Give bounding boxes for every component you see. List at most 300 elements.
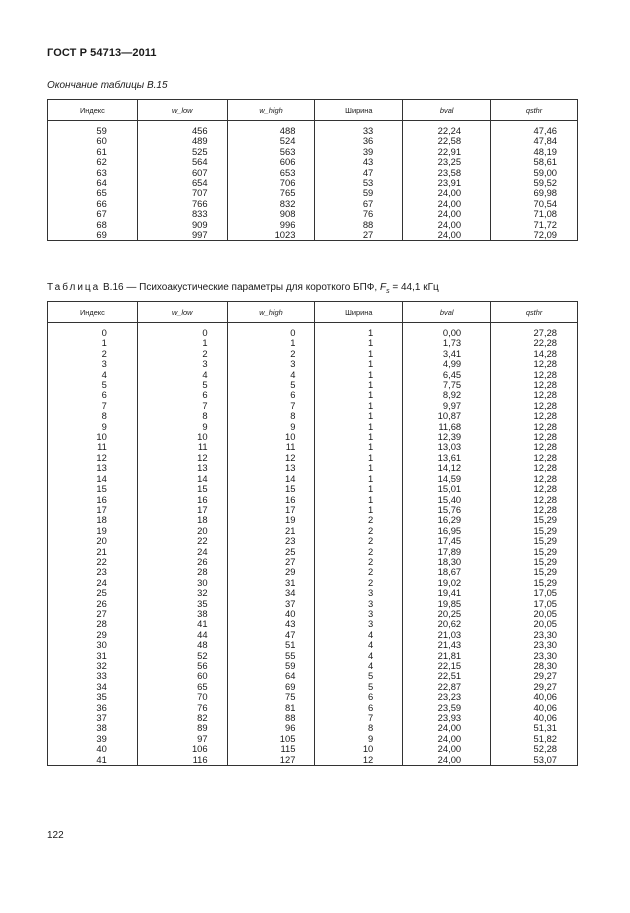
table-row <box>48 536 578 546</box>
table-cell: 14,59 <box>403 474 491 484</box>
table-cell: 4 <box>227 370 315 380</box>
table-cell: 32 <box>48 661 138 671</box>
table-cell: 17 <box>227 505 315 515</box>
column-header-index: Индекс <box>48 100 138 121</box>
table-cell: 16,95 <box>403 526 491 536</box>
table-cell: 12,28 <box>491 495 578 505</box>
table-cell: 40 <box>48 744 138 754</box>
column-header-w-high: w_high <box>227 302 315 323</box>
table-cell: 24,00 <box>403 209 491 219</box>
table-cell: 33 <box>315 126 403 136</box>
table-cell: 51 <box>227 640 315 650</box>
table-cell: 33 <box>48 671 138 681</box>
table-cell: 32 <box>137 588 227 598</box>
table-cell: 524 <box>227 136 315 146</box>
table-cell: 29 <box>227 567 315 577</box>
table-cell: 13,03 <box>403 442 491 452</box>
table-cell: 2 <box>315 526 403 536</box>
table-cell: 70 <box>137 692 227 702</box>
table-cell: 24,00 <box>403 734 491 744</box>
table-cell: 106 <box>137 744 227 754</box>
table-cell: 24,00 <box>403 220 491 230</box>
table-row <box>48 640 578 650</box>
table-row <box>48 178 578 188</box>
table-cell: 12,28 <box>491 411 578 421</box>
table-cell: 12,28 <box>491 505 578 515</box>
caption-subscript: s <box>386 288 390 295</box>
table-cell: 39 <box>315 147 403 157</box>
table-cell: 766 <box>137 199 227 209</box>
table-cell: 81 <box>227 703 315 713</box>
table-cell: 17,89 <box>403 547 491 557</box>
table-cell: 22,51 <box>403 671 491 681</box>
table-row <box>48 442 578 452</box>
table-b15 <box>47 99 578 241</box>
table-cell: 15,29 <box>491 578 578 588</box>
table-cell: 707 <box>137 188 227 198</box>
table-row <box>48 168 578 178</box>
table-cell: 36 <box>48 703 138 713</box>
table-row <box>48 630 578 640</box>
table-cell: 0 <box>137 328 227 338</box>
table-cell: 12,28 <box>491 390 578 400</box>
table-row <box>48 599 578 609</box>
table-cell: 18,67 <box>403 567 491 577</box>
table-cell: 1 <box>48 338 138 348</box>
table-cell: 23,93 <box>403 713 491 723</box>
table-cell: 10 <box>48 432 138 442</box>
table-row <box>48 744 578 754</box>
table-cell: 12,28 <box>491 359 578 369</box>
table-cell: 68 <box>48 220 138 230</box>
table-cell: 10 <box>315 744 403 754</box>
table-cell: 16 <box>48 495 138 505</box>
table-cell: 23 <box>227 536 315 546</box>
table-cell: 1 <box>315 328 403 338</box>
table-row <box>48 526 578 536</box>
table-cell: 8 <box>315 723 403 733</box>
table-header-row <box>48 100 578 121</box>
table-cell: 41 <box>137 619 227 629</box>
table-cell: 35 <box>48 692 138 702</box>
table-cell: 997 <box>137 230 227 241</box>
table-row <box>48 609 578 619</box>
table-row <box>48 432 578 442</box>
table-cell: 2 <box>315 567 403 577</box>
table-cell: 15,29 <box>491 547 578 557</box>
table-cell: 23,58 <box>403 168 491 178</box>
table-cell: 19,02 <box>403 578 491 588</box>
table-cell: 20,62 <box>403 619 491 629</box>
table-cell: 71,72 <box>491 220 578 230</box>
table-cell: 22,28 <box>491 338 578 348</box>
table-cell: 5 <box>315 671 403 681</box>
table-cell: 1 <box>315 401 403 411</box>
table-cell: 27 <box>227 557 315 567</box>
table-cell: 5 <box>137 380 227 390</box>
table-cell: 16 <box>137 495 227 505</box>
table-cell: 5 <box>315 682 403 692</box>
table-header-row <box>48 302 578 323</box>
table-cell: 564 <box>137 157 227 167</box>
table-cell: 23,25 <box>403 157 491 167</box>
table-cell: 606 <box>227 157 315 167</box>
table-cell: 59,52 <box>491 178 578 188</box>
table-cell: 21,81 <box>403 651 491 661</box>
table-cell: 59 <box>227 661 315 671</box>
table-cell: 1 <box>227 338 315 348</box>
table-cell: 52,28 <box>491 744 578 754</box>
table-row <box>48 359 578 369</box>
table-cell: 76 <box>315 209 403 219</box>
table-cell: 17,05 <box>491 599 578 609</box>
table-cell: 12 <box>48 453 138 463</box>
table-cell: 1 <box>315 338 403 348</box>
table-cell: 21,03 <box>403 630 491 640</box>
table-cell: 14,28 <box>491 349 578 359</box>
table-cell: 59,00 <box>491 168 578 178</box>
table-cell: 1,73 <box>403 338 491 348</box>
table-cell: 75 <box>227 692 315 702</box>
table-cell: 15 <box>48 484 138 494</box>
table-cell: 0,00 <box>403 328 491 338</box>
table-cell: 52 <box>137 651 227 661</box>
table-cell: 2 <box>315 557 403 567</box>
table-cell: 15,29 <box>491 557 578 567</box>
table-row <box>48 484 578 494</box>
table-cell: 67 <box>48 209 138 219</box>
table-cell: 89 <box>137 723 227 733</box>
table-cell: 6 <box>137 390 227 400</box>
table-cell: 14,12 <box>403 463 491 473</box>
table-cell: 0 <box>48 328 138 338</box>
table-cell: 12,28 <box>491 380 578 390</box>
table-cell: 1 <box>315 370 403 380</box>
table-b15-continuation-caption: Окончание таблицы В.15 <box>47 80 168 91</box>
table-cell: 13 <box>137 463 227 473</box>
table-cell: 9 <box>48 422 138 432</box>
table-cell: 8,92 <box>403 390 491 400</box>
table-cell: 28 <box>137 567 227 577</box>
table-cell: 10 <box>227 432 315 442</box>
table-row <box>48 515 578 525</box>
table-cell: 7 <box>227 401 315 411</box>
table-cell: 39 <box>48 734 138 744</box>
table-cell: 11 <box>48 442 138 452</box>
table-cell: 4,99 <box>403 359 491 369</box>
table-cell: 61 <box>48 147 138 157</box>
table-cell: 1 <box>315 380 403 390</box>
table-cell: 2 <box>315 547 403 557</box>
table-cell: 2 <box>137 349 227 359</box>
table-cell: 15,01 <box>403 484 491 494</box>
table-cell: 23,59 <box>403 703 491 713</box>
table-cell: 1 <box>315 463 403 473</box>
caption-symbol: F <box>379 282 387 293</box>
table-cell: 12,28 <box>491 370 578 380</box>
table-row <box>48 188 578 198</box>
table-cell: 9 <box>137 422 227 432</box>
table-cell: 4 <box>315 640 403 650</box>
table-cell: 38 <box>48 723 138 733</box>
table-cell: 67 <box>315 199 403 209</box>
table-cell: 60 <box>48 136 138 146</box>
table-cell: 7 <box>315 713 403 723</box>
table-cell: 35 <box>137 599 227 609</box>
table-cell: 0 <box>227 328 315 338</box>
table-row <box>48 370 578 380</box>
table-cell: 51,31 <box>491 723 578 733</box>
table-row <box>48 157 578 167</box>
table-cell: 30 <box>48 640 138 650</box>
table-cell: 1 <box>315 390 403 400</box>
table-cell: 22,24 <box>403 126 491 136</box>
table-row <box>48 547 578 557</box>
table-cell: 65 <box>137 682 227 692</box>
table-cell: 1 <box>315 495 403 505</box>
table-cell: 11,68 <box>403 422 491 432</box>
table-cell: 44 <box>137 630 227 640</box>
table-cell: 12,28 <box>491 463 578 473</box>
table-cell: 13 <box>48 463 138 473</box>
table-cell: 15 <box>227 484 315 494</box>
table-cell: 15,76 <box>403 505 491 515</box>
table-cell: 12 <box>137 453 227 463</box>
table-cell: 3 <box>48 359 138 369</box>
table-cell: 1 <box>315 349 403 359</box>
table-row <box>48 567 578 577</box>
table-cell: 14 <box>227 474 315 484</box>
table-cell: 48 <box>137 640 227 650</box>
table-cell: 71,08 <box>491 209 578 219</box>
table-row <box>48 380 578 390</box>
table-cell: 706 <box>227 178 315 188</box>
table-cell: 2 <box>48 349 138 359</box>
table-cell: 12,28 <box>491 484 578 494</box>
table-row <box>48 755 578 766</box>
table-cell: 56 <box>137 661 227 671</box>
table-cell: 66 <box>48 199 138 209</box>
table-row <box>48 671 578 681</box>
table-cell: 14 <box>137 474 227 484</box>
table-cell: 23,91 <box>403 178 491 188</box>
column-header-w-high: w_high <box>227 100 315 121</box>
table-cell: 30 <box>137 578 227 588</box>
table-cell: 23,30 <box>491 651 578 661</box>
table-cell: 1 <box>315 432 403 442</box>
table-cell: 47 <box>315 168 403 178</box>
table-row <box>48 453 578 463</box>
table-cell: 12,28 <box>491 401 578 411</box>
table-cell: 97 <box>137 734 227 744</box>
table-cell: 96 <box>227 723 315 733</box>
table-cell: 7 <box>48 401 138 411</box>
table-cell: 3 <box>315 609 403 619</box>
table-cell: 9 <box>315 734 403 744</box>
table-cell: 72,09 <box>491 230 578 241</box>
table-cell: 1 <box>315 474 403 484</box>
table-cell: 76 <box>137 703 227 713</box>
table-cell: 9,97 <box>403 401 491 411</box>
table-cell: 69 <box>48 230 138 241</box>
table-row <box>48 401 578 411</box>
table-cell: 69,98 <box>491 188 578 198</box>
table-cell: 23,30 <box>491 630 578 640</box>
table-cell: 607 <box>137 168 227 178</box>
table-cell: 29,27 <box>491 682 578 692</box>
table-cell: 12,28 <box>491 432 578 442</box>
caption-value: = 44,1 кГц <box>389 282 439 293</box>
table-cell: 24,00 <box>403 723 491 733</box>
table-cell: 82 <box>137 713 227 723</box>
table-row <box>48 578 578 588</box>
table-cell: 53 <box>315 178 403 188</box>
table-cell: 6 <box>315 703 403 713</box>
caption-text: — Психоакустические параметры для короткого БПФ, <box>123 282 380 293</box>
table-row <box>48 557 578 567</box>
table-row <box>48 619 578 629</box>
table-cell: 31 <box>227 578 315 588</box>
table-cell: 15,29 <box>491 536 578 546</box>
table-row <box>48 349 578 359</box>
table-cell: 3 <box>315 588 403 598</box>
table-row <box>48 474 578 484</box>
table-cell: 22,87 <box>403 682 491 692</box>
column-header-w-low: w_low <box>137 302 227 323</box>
table-cell: 2 <box>227 349 315 359</box>
table-cell: 17,05 <box>491 588 578 598</box>
table-cell: 29 <box>48 630 138 640</box>
table-cell: 2 <box>315 578 403 588</box>
table-cell: 64 <box>227 671 315 681</box>
table-cell: 60 <box>137 671 227 681</box>
table-cell: 20 <box>137 526 227 536</box>
table-cell: 23,30 <box>491 640 578 650</box>
table-cell: 12,28 <box>491 474 578 484</box>
table-cell: 21 <box>227 526 315 536</box>
table-cell: 9 <box>227 422 315 432</box>
table-cell: 2 <box>315 515 403 525</box>
table-cell: 11 <box>137 442 227 452</box>
table-cell: 15,29 <box>491 567 578 577</box>
table-cell: 69 <box>227 682 315 692</box>
table-cell: 22 <box>48 557 138 567</box>
table-cell: 20 <box>48 536 138 546</box>
table-cell: 24 <box>137 547 227 557</box>
table-cell: 7 <box>137 401 227 411</box>
column-header-qsthr: qsthr <box>491 302 578 323</box>
table-cell: 1 <box>315 505 403 515</box>
table-cell: 29,27 <box>491 671 578 681</box>
table-cell: 25 <box>48 588 138 598</box>
caption-prefix: Таблица <box>47 282 101 293</box>
table-cell: 17 <box>137 505 227 515</box>
table-cell: 24 <box>48 578 138 588</box>
table-cell: 27 <box>315 230 403 241</box>
table-cell: 654 <box>137 178 227 188</box>
table-cell: 5 <box>227 380 315 390</box>
table-cell: 47,84 <box>491 136 578 146</box>
table-row <box>48 703 578 713</box>
table-cell: 22,58 <box>403 136 491 146</box>
table-cell: 1 <box>315 422 403 432</box>
table-cell: 27 <box>48 609 138 619</box>
table-row <box>48 220 578 230</box>
column-header-qsthr: qsthr <box>491 100 578 121</box>
table-cell: 1 <box>315 359 403 369</box>
table-cell: 22,15 <box>403 661 491 671</box>
table-row <box>48 651 578 661</box>
table-cell: 1023 <box>227 230 315 241</box>
table-cell: 15,29 <box>491 526 578 536</box>
table-cell: 127 <box>227 755 315 766</box>
table-cell: 19 <box>48 526 138 536</box>
table-cell: 27,28 <box>491 328 578 338</box>
table-cell: 4 <box>48 370 138 380</box>
table-cell: 6 <box>315 692 403 702</box>
column-header-index: Индекс <box>48 302 138 323</box>
table-cell: 36 <box>315 136 403 146</box>
table-cell: 53,07 <box>491 755 578 766</box>
table-row <box>48 136 578 146</box>
table-cell: 12,28 <box>491 442 578 452</box>
table-cell: 4 <box>315 651 403 661</box>
table-cell: 525 <box>137 147 227 157</box>
table-cell: 17 <box>48 505 138 515</box>
table-cell: 22,91 <box>403 147 491 157</box>
table-cell: 25 <box>227 547 315 557</box>
table-cell: 14 <box>48 474 138 484</box>
table-cell: 70,54 <box>491 199 578 209</box>
table-cell: 563 <box>227 147 315 157</box>
table-cell: 6 <box>227 390 315 400</box>
table-row <box>48 661 578 671</box>
table-cell: 62 <box>48 157 138 167</box>
table-cell: 3 <box>315 619 403 629</box>
table-cell: 18,30 <box>403 557 491 567</box>
table-row <box>48 328 578 338</box>
table-row <box>48 682 578 692</box>
table-cell: 12,39 <box>403 432 491 442</box>
table-cell: 19 <box>227 515 315 525</box>
table-cell: 26 <box>48 599 138 609</box>
table-row <box>48 692 578 702</box>
table-row <box>48 422 578 432</box>
table-cell: 21 <box>48 547 138 557</box>
table-cell: 37 <box>48 713 138 723</box>
table-cell: 5 <box>48 380 138 390</box>
table-cell: 13,61 <box>403 453 491 463</box>
table-cell: 40,06 <box>491 703 578 713</box>
table-row <box>48 588 578 598</box>
table-cell: 28 <box>48 619 138 629</box>
table-cell: 12 <box>315 755 403 766</box>
table-cell: 12,28 <box>491 453 578 463</box>
table-row <box>48 199 578 209</box>
column-header-width: Ширина <box>315 100 403 121</box>
table-cell: 21,43 <box>403 640 491 650</box>
table-cell: 63 <box>48 168 138 178</box>
caption-table-number: В.16 <box>103 282 124 293</box>
table-cell: 908 <box>227 209 315 219</box>
table-cell: 43 <box>315 157 403 167</box>
table-cell: 10 <box>137 432 227 442</box>
table-row <box>48 734 578 744</box>
table-cell: 15,40 <box>403 495 491 505</box>
table-cell: 23 <box>48 567 138 577</box>
table-cell: 15 <box>137 484 227 494</box>
column-header-w-low: w_low <box>137 100 227 121</box>
